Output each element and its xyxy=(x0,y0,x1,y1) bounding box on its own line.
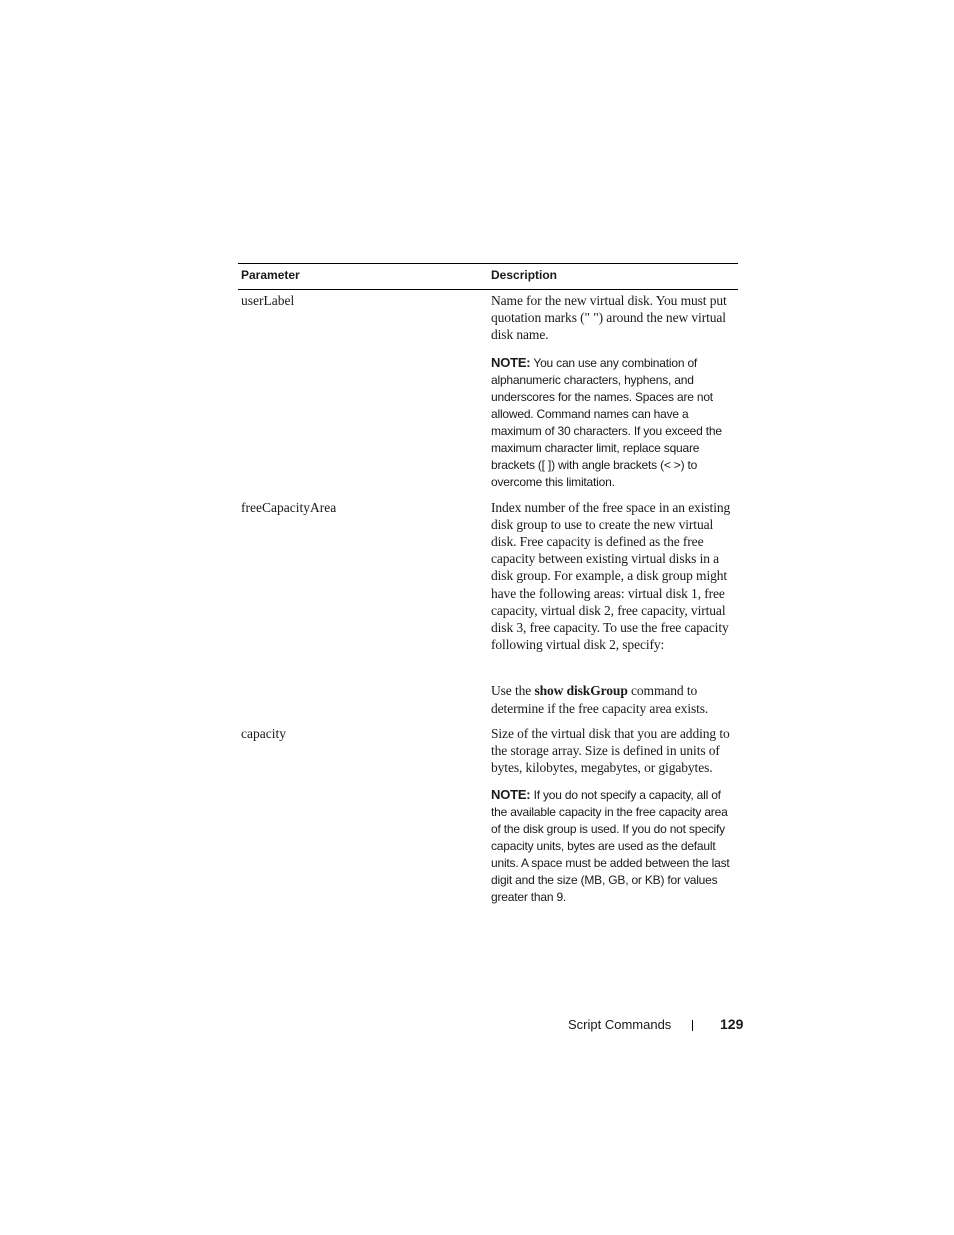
header-parameter: Parameter xyxy=(241,268,300,282)
param-name: freeCapacityArea xyxy=(241,499,337,515)
table-row-capacity xyxy=(238,725,738,907)
parameter-table xyxy=(238,263,738,906)
usage-prefix: Use the xyxy=(491,683,535,699)
param-description xyxy=(491,499,736,717)
note-block xyxy=(491,354,736,491)
description-text: Index number of the free space in an existing disk group to use to create the new virtual disk. Free capacity is defined as the free capacity between existing virtual disks in a disk group. For example, a disk group might have the following areas: virtual disk 1, free capacity, virtual disk 2, free capacity, virtual disk 3, free capacity. To use the free capacity following virtual disk 2, specify: xyxy=(491,499,731,653)
command-name: show diskGroup xyxy=(534,683,628,699)
note-label: NOTE: xyxy=(491,354,531,370)
footer-section-title: Script Commands xyxy=(568,1017,672,1032)
note-text: You can use any combination of alphanumeric characters, hyphens, and underscores for the names. Spaces are not allowed. Command names can have a maximum of 30 characters. If you exceed the maximum character limit, replace square brackets ([ ]) with angle brackets (< >) to overcome this limitation. xyxy=(491,355,722,489)
description-text: Size of the virtual disk that you are adding to the storage array. Size is defined in units of bytes, kilobytes, megabytes, or gigabytes. xyxy=(491,725,730,776)
note-label: NOTE: xyxy=(491,787,531,803)
note-block xyxy=(491,786,736,906)
param-description xyxy=(491,292,736,491)
table-row-freecapacityarea xyxy=(238,499,738,717)
description-text: Name for the new virtual disk. You must put quotation marks (" ") around the new virtual disk name. xyxy=(491,293,727,343)
param-name: userLabel xyxy=(241,293,295,308)
page-footer xyxy=(568,1015,743,1035)
header-description: Description xyxy=(491,268,558,282)
usage-suffix: command to determine if the free capacity area exists. xyxy=(491,683,709,716)
table-header xyxy=(238,263,738,290)
page-number: 129 xyxy=(720,1016,744,1032)
table-row-userlabel xyxy=(238,292,738,491)
description-text-usage xyxy=(491,682,736,716)
footer-separator xyxy=(692,1020,693,1031)
param-name: capacity xyxy=(241,725,286,741)
param-description xyxy=(491,725,736,907)
note-text: If you do not specify a capacity, all of the available capacity in the free capacity area of the disk group is used. If you do not specify capacity units, bytes are used as the default units. A space must be added between the last digit and the size (MB, GB, or KB) for values greater than 9. xyxy=(491,788,730,905)
